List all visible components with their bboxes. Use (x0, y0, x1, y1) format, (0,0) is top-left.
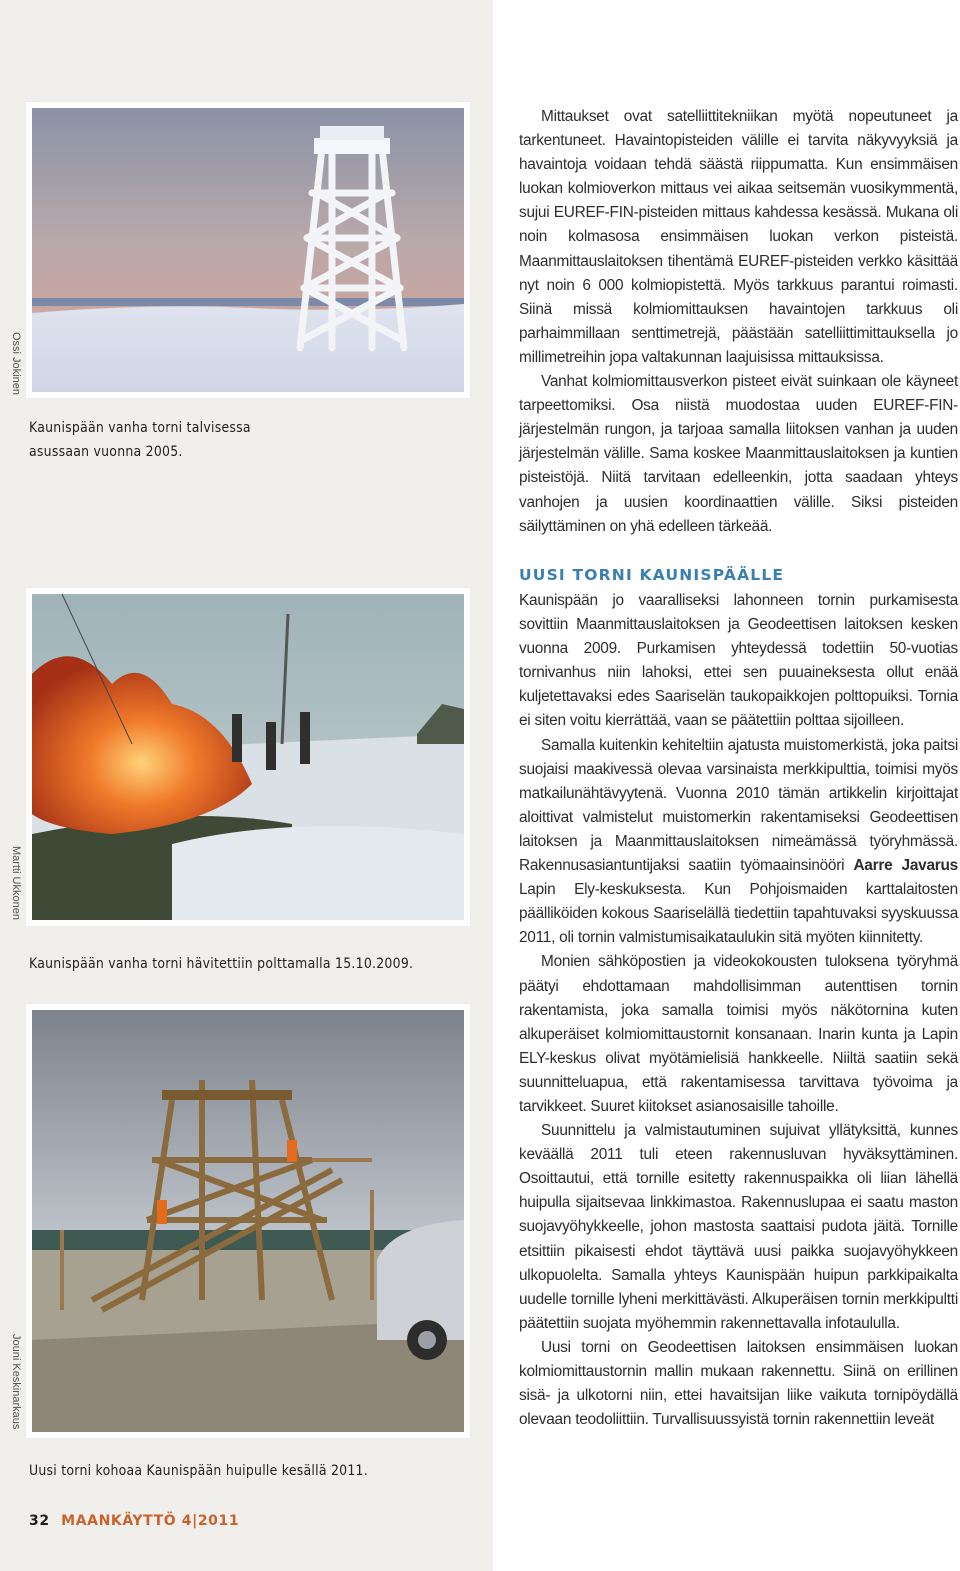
paragraph: Samalla kuitenkin kehiteltiin ajatusta muistomerkistä, joka paitsi suojaisi maakivessä olevaa varsinaista merkkipulttia, toimisi myös matkailunähtävyytenä. Vuonna 2010 tämän artikkelin kirjoittajat aloittivat valmistelut muistomerkin rakentamiseksi Geodeettisen laitoksen ja Maanmittauslaitoksen nimeämässä työryhmässä. Rakennusasiantuntijaksi saatiin työmaainsinööri Aarre Javarus Lapin Ely-keskuksesta. Kun Pohjoismaiden karttalaitosten päälliköiden kokous Saariselällä tiedettiin tapahtuvaksi syyskuussa 2011, oli tornin valmistumisaikataulukin sitä myöten kiinnitetty. (519, 736, 958, 947)
section-heading: UUSI TORNI KAUNISPÄÄLLE (519, 566, 785, 584)
page-footer (29, 1513, 239, 1529)
photo-caption: Kaunispään vanha torni hävitettiin polttamalla 15.10.2009. (29, 956, 414, 972)
photo-new-tower (26, 1004, 470, 1438)
photo-credit: Martti Ukkonen (10, 846, 22, 920)
magazine-name: MAANKÄYTTÖ 4|2011 (61, 1513, 240, 1529)
photo-burning-tower (26, 588, 470, 926)
paragraph: Monien sähköpostien ja videokokousten tuloksena työryhmä päätyi ehdottamaan mahdollisimman autenttisen tornin rakentamista, joka samalla toimisi myös näkötornina kuten alkuperäiset kolmiomittaustornit konsanaan. Inarin kunta ja Lapin ELY-keskus olivat myötämielisiä hankkeelle. Niiltä saatiin sekä suunnitteluapua, että rakentamisessa tarvittava työvoima ja tarvikkeet. Suuret kiitokset asianosaisille tahoille. (519, 953, 958, 1115)
article-body (519, 589, 958, 1432)
frozen-tower-image (32, 108, 464, 392)
photo-credit: Jouni Keskinarkaus (10, 1334, 22, 1430)
paragraph: Uusi torni on Geodeettisen laitoksen ensimmäisen luokan kolmiomittaustornin mallin mukaan rakennettu. Siinä on erillinen sisä- ja ulkotorni niin, ettei havaitsijan liike vaikuta tornipöydällä olevaan teodoliittiin. Turvallisuussyistä tornin rakennettiin leveät (519, 1338, 958, 1429)
photo-caption: Kaunispään vanha torni talvisessa asussaan vuonna 2005. (29, 420, 251, 460)
paragraph: Suunnittelu ja valmistautuminen sujuivat yllätyksittä, kunnes keväällä 2011 tuli eteen rakennusluvan hyväksyttäminen. Osoittautui, että tornille esitetty rakennuspaikka oli liian lähellä huipulla sijaitsevaa linkkimastoa. Rakennuslupaa ei saatu maston suojavyöhykkeelle, johon mastosta saattaisi pudota jäitä. Tornille etsittiin pikaisesti ehdot täyttävä uusi paikka suojavyöhykkeen ulkopuolelta. Samalla yhteys Kaunispään huipun parkkipaikalta uudelle tornille lyheni merkittävästi. Alkuperäisen tornin merkkipultti päätettiin suojata myöhemmin rakennettavalla infotaululla. (519, 1122, 958, 1332)
page-number: 32 (29, 1513, 50, 1529)
person-name: Aarre Javarus (853, 857, 958, 875)
article-intro (519, 105, 958, 539)
photo-caption: Uusi torni kohoaa Kaunispään huipulle kesällä 2011. (29, 1463, 368, 1479)
paragraph: Mittaukset ovat satelliittitekniikan myötä nopeutuneet ja tarkentuneet. Havaintopisteiden välille ei tarvita näkyvyyksiä ja havaintoja voidaan tehdä säästä riippumatta. Kun ensimmäisen luokan kolmioverkon mittaus vei aikaa seitsemän vuosikymmentä, sujui EUREF-FIN-pisteiden mittaus kahdessa kesässä. Mukana oli noin kolmasosa ensimmäisen luokan verkon pisteistä. Maanmittauslaitoksen tihentämä EUREF-pisteiden verkko käsittää nyt noin 6 000 kolmiopistettä. Myös tarkkuus parantui roimasti. Siinä missä kolmiomittauksen havaintojen tarkkuus oli parhaimmillaan senttimetrejä, päästään satelliittimittauksella jo millimetreihin jopa valtakunnan laajuisissa mittauksissa. (519, 108, 958, 366)
photo-frozen-tower (26, 102, 470, 398)
burning-tower-image (32, 594, 464, 920)
photo-credit: Ossi Jokinen (10, 332, 22, 395)
paragraph: Kaunispään jo vaaralliseksi lahonneen tornin purkamisesta sovittiin Maanmittauslaitoksen ja Geodeettisen laitoksen kesken vuonna 2009. Purkamisen yhteydessä todettiin 50-vuotias tornivanhus niin lahoksi, ettei sen puuaineksesta ollut enää kuljetettavaksi edes Saariselän taukopaikkojen polttopuiksi. Tornia ei siten voitu kierrättää, vaan se päätettiin polttaa sijoilleen. (519, 592, 958, 730)
new-tower-image (32, 1010, 464, 1432)
paragraph: Vanhat kolmiomittausverkon pisteet eivät suinkaan ole käyneet tarpeettomiksi. Osa niistä muodostaa uuden EUREF-FIN-järjestelmän rungon, ja tarjoaa samalla liitoksen vanhan ja uuden järjestelmän välille. Sama koskee Maanmittauslaitoksen ja kuntien pisteistöjä. Niitä tarvitaan edelleenkin, jotta saadaan yhteys vanhojen ja uusien koordinaattien välille. Siksi pisteiden säilyttäminen on yhä edelleen tärkeää. (519, 373, 958, 535)
